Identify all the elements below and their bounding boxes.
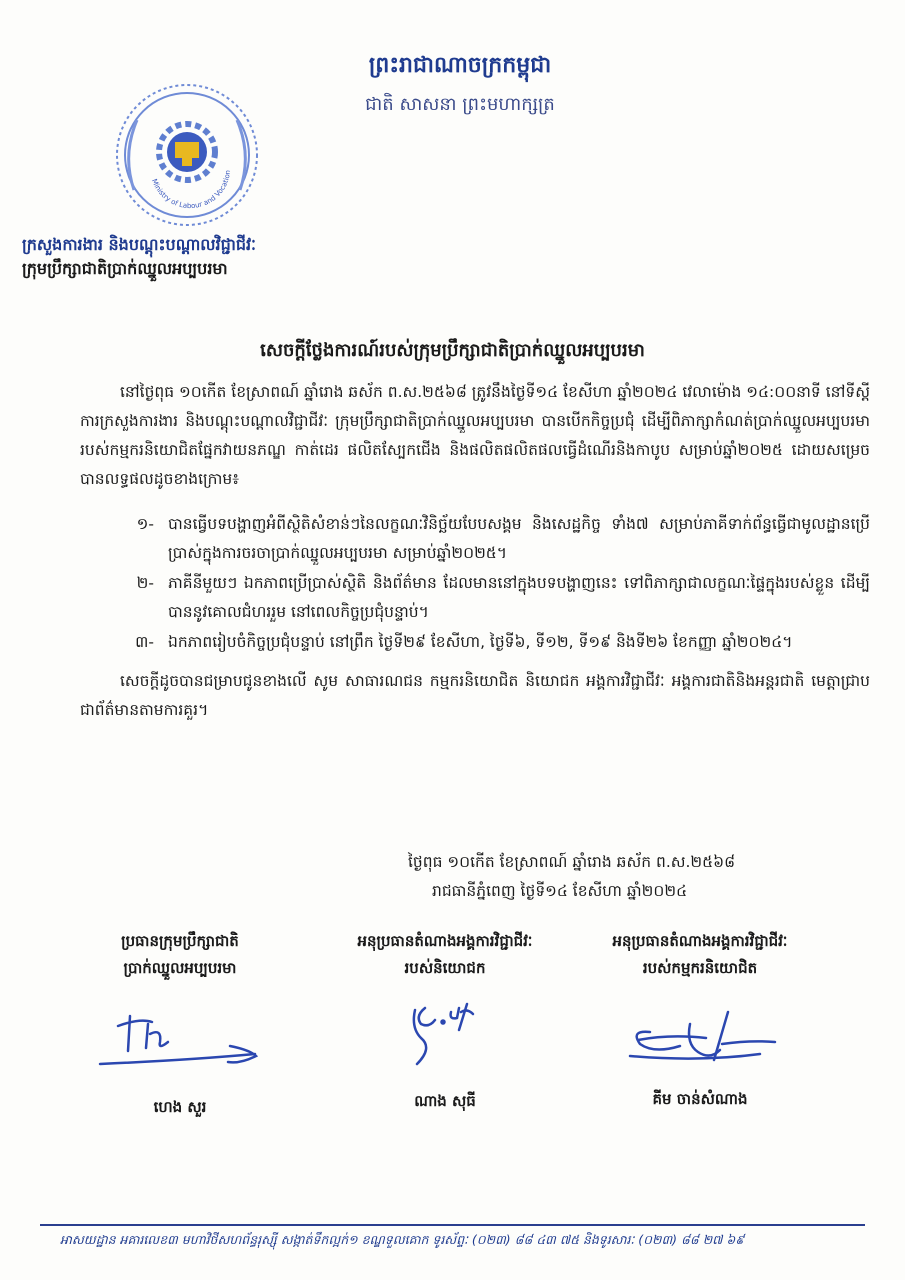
resolution-list — [80, 510, 870, 657]
date-solar: រាជធានីភ្នំពេញ ថ្ងៃទី១៤ ខែសីហា ឆ្នាំ២០២៤ — [432, 882, 688, 900]
ministry-logo — [112, 80, 262, 230]
closing-paragraph: សេចក្តីដូចបានជម្រាបជូនខាងលើ សូម សាធារណជន កម្មករនិយោជិត និយោជក អង្គការវិជ្ជាជីវៈ អង្គការជាតិនិងអន្តរជាតិ មេត្តាជ្រាបជាព័ត៌មានតាមការគួរ។ — [80, 672, 870, 719]
signatory-title: របស់កម្មករនិយោជិត — [642, 959, 758, 977]
ministry-name: ក្រសួងការងារ និងបណ្តុះបណ្តាលវិជ្ជាជីវៈ — [22, 235, 256, 254]
item-text: ឯកភាពរៀបចំកិច្ចប្រជុំបន្ទាប់ នៅព្រឹក ថ្ងៃទី២៩ ខែសីហា, ថ្ងៃទី៦, ទី១២, ទី១៩ និងទី២៦ ខែកញ្ញា ឆ្នាំ២០២៤។ — [168, 633, 793, 651]
list-item — [80, 569, 870, 627]
signature-block-chair — [50, 928, 310, 1121]
item-number: ១- — [136, 515, 154, 533]
council-name: ក្រុមប្រឹក្សាជាតិប្រាក់ឈ្នួលអប្បបរមា — [22, 259, 228, 278]
signature-block-worker — [570, 928, 830, 1113]
item-number: ៣- — [135, 633, 154, 651]
kingdom-heading: ព្រះរាជាណាចក្រកម្ពុជា — [368, 53, 552, 78]
signature-icon — [610, 1004, 790, 1074]
item-text: បានធ្វើបទបង្ហាញអំពីស្ថិតិសំខាន់ៗនៃលក្ខណៈវិនិច្ឆ័យបែបសង្គម និងសេដ្ឋកិច្ច ទាំង៧ សម្រាប់ភាគីទាក់ព័ន្ធធ្វើជាមូលដ្ឋានប្រើប្រាស់ក្នុងការចរចាប្រាក់ឈ្នួលអប្បបរមា សម្រាប់ឆ្នាំ២០២៥។ — [168, 515, 870, 562]
signature-block-employer — [315, 928, 575, 1115]
signature-icon — [355, 998, 535, 1068]
item-number: ២- — [136, 574, 154, 592]
signatory-name: គីម ចាន់សំណាង — [652, 1090, 748, 1108]
footer-address: អាសយដ្ឋាន អគារលេខ៣ មហាវិថីសហព័ន្ធរុស្ស៊ី សង្កាត់ទឹកល្អក់១ ខណ្ឌទួលគោក ទូរស័ព្ទៈ (០២៣) ៨៨ ៤៣ ៧៥ និងទូរសារៈ (០២៣) ៨៨ ២៧ ៦៩ — [60, 1232, 745, 1247]
signatory-name: ហេង សួរ — [153, 1098, 207, 1116]
date-lunar: ថ្ងៃពុធ ១០កើត ខែស្រាពណ៍ ឆ្នាំរោង ឆស័ក ព.ស.២៥៦៨ — [408, 853, 736, 871]
signatory-title: ប្រធានក្រុមប្រឹក្សាជាតិ — [121, 932, 239, 950]
list-item — [80, 628, 870, 657]
signatory-title: អនុប្រធានតំណាងអង្គការវិជ្ជាជីវៈ — [357, 932, 533, 950]
logo-text: Ministry of Labour and Vocation — [150, 169, 233, 211]
signatory-title: របស់និយោជក — [404, 959, 486, 977]
document-body — [80, 378, 870, 725]
signatory-title: អនុប្រធានតំណាងអង្គការវិជ្ជាជីវៈ — [612, 932, 788, 950]
intro-paragraph: នៅថ្ងៃពុធ ១០កើត ខែស្រាពណ៍ ឆ្នាំរោង ឆស័ក ព.ស.២៥៦៨ ត្រូវនឹងថ្ងៃទី១៤ ខែសីហា ឆ្នាំ២០២៤ វេលាម៉ោង ១៤:០០នាទី នៅទីស្តីការក្រសួងការងារ និងបណ្តុះបណ្តាលវិជ្ជាជីវៈ ក្រុមប្រឹក្សាជាតិប្រាក់ឈ្នួលអប្បបរមា បានបើកកិច្ចប្រជុំ ដើម្បីពិភាក្សាកំណត់ប្រាក់ឈ្នួលអប្បបរមារបស់កម្មករនិយោជិតផ្នែកវាយនភណ្ឌ កាត់ដេរ ផលិតស្បែកជើង និងផលិតផលិតផលធ្វើដំណើរនិងកាបូប សម្រាប់ឆ្នាំ២០២៥ ដោយសម្រេចបានលទ្ធផលដូចខាងក្រោម៖ — [80, 383, 870, 488]
signatory-title: ប្រាក់ឈ្នួលអប្បបរមា — [123, 959, 237, 977]
signature-icon — [90, 1006, 270, 1076]
national-motto: ជាតិ សាសនា ព្រះមហាក្សត្រ — [365, 94, 555, 115]
ministry-seal-icon — [112, 80, 262, 230]
item-text: ភាគីនីមួយៗ ឯកភាពប្រើប្រាស់ស្ថិតិ និងព័ត៌មាន ដែលមាននៅក្នុងបទបង្ហាញនេះ ទៅពិភាក្សាជាលក្ខណៈផ្ទៃក្នុងរបស់ខ្លួន ដើម្បីបាននូវគោលជំហររួម នៅពេលកិច្ចប្រជុំបន្ទាប់។ — [168, 574, 870, 621]
list-item — [80, 510, 870, 568]
document-title: សេចក្តីថ្លែងការណ៍របស់ក្រុមប្រឹក្សាជាតិប្រាក់ឈ្នួលអប្បបរមា — [260, 340, 645, 361]
footer-divider — [40, 1224, 865, 1226]
signatory-name: ណាង សុធី — [414, 1092, 476, 1110]
